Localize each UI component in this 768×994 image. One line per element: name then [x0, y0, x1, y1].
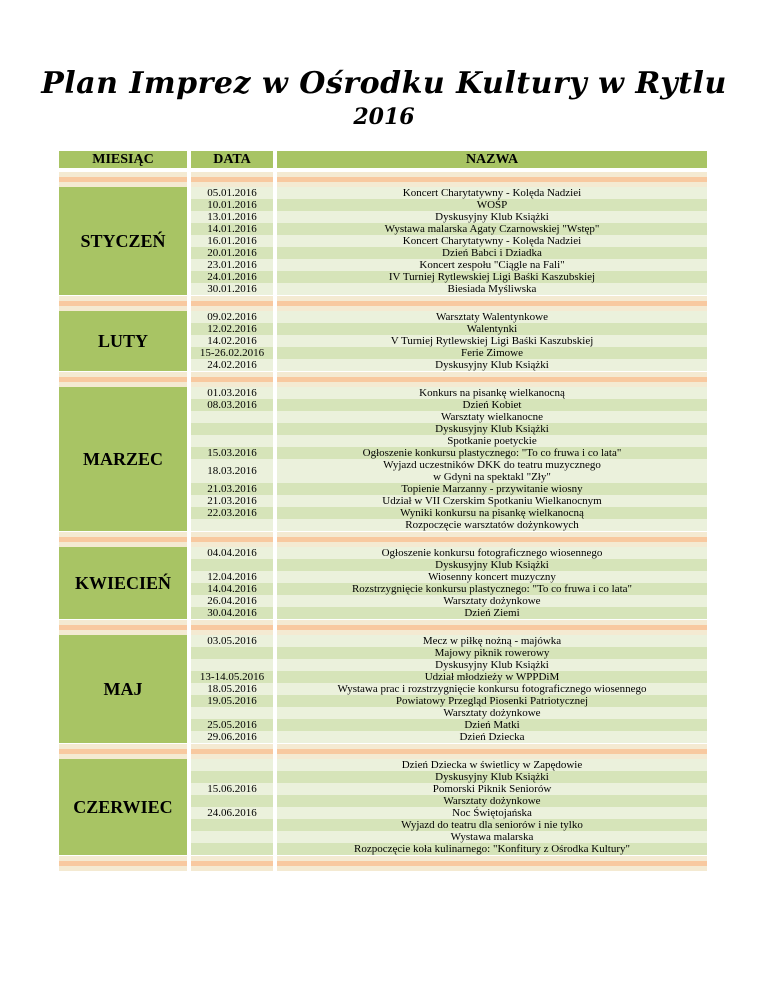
event-name: Pomorski Piknik Seniorów: [277, 783, 707, 795]
event-name: V Turniej Rytlewskiej Ligi Baśki Kaszubskiej: [277, 335, 707, 347]
event-date: 13-14.05.2016: [191, 671, 273, 683]
event-date: [191, 759, 273, 771]
event-name: Dyskusyjny Klub Książki: [277, 659, 707, 671]
event-date: 01.03.2016: [191, 387, 273, 399]
event-name: Koncert Charytatywny - Kolęda Nadziei: [277, 235, 707, 247]
event-name: WOŚP: [277, 199, 707, 211]
event-name: Warsztaty Walentynkowe: [277, 311, 707, 323]
month-label: MAJ: [59, 635, 187, 743]
event-date: 03.05.2016: [191, 635, 273, 647]
event-name: Ogłoszenie konkursu plastycznego: "To co fruwa i co lata": [277, 447, 707, 459]
event-name: Dyskusyjny Klub Książki: [277, 771, 707, 783]
event-date: 09.02.2016: [191, 311, 273, 323]
event-date: [191, 819, 273, 831]
event-name: Dzień Kobiet: [277, 399, 707, 411]
event-name: Walentynki: [277, 323, 707, 335]
event-date: 19.05.2016: [191, 695, 273, 707]
separator-band: [59, 866, 187, 871]
event-date: [191, 519, 273, 531]
event-date: 15-26.02.2016: [191, 347, 273, 359]
event-date: 21.03.2016: [191, 495, 273, 507]
event-date: 24.01.2016: [191, 271, 273, 283]
event-name: Wiosenny koncert muzyczny: [277, 571, 707, 583]
event-name: Dyskusyjny Klub Książki: [277, 559, 707, 571]
event-name: Spotkanie poetyckie: [277, 435, 707, 447]
event-date: 30.01.2016: [191, 283, 273, 295]
header-month: MIESIĄC: [59, 151, 187, 168]
event-date: 08.03.2016: [191, 399, 273, 411]
event-name: Rozpoczęcie koła kulinarnego: "Konfitury z Ośrodka Kultury": [277, 843, 707, 855]
event-name: Warsztaty dożynkowe: [277, 795, 707, 807]
event-name: Koncert zespołu "Ciągle na Fali": [277, 259, 707, 271]
event-name: Warsztaty dożynkowe: [277, 707, 707, 719]
separator-band: [277, 866, 707, 871]
event-date: [191, 659, 273, 671]
event-date: [191, 435, 273, 447]
event-name: Dzień Ziemi: [277, 607, 707, 619]
event-date: 05.01.2016: [191, 187, 273, 199]
event-name: Warsztaty wielkanocne: [277, 411, 707, 423]
event-date: [191, 559, 273, 571]
month-label: STYCZEŃ: [59, 187, 187, 295]
event-name: Udział młodzieży w WPPDiM: [277, 671, 707, 683]
event-date: [191, 423, 273, 435]
month-label: KWIECIEŃ: [59, 547, 187, 619]
event-date: 25.05.2016: [191, 719, 273, 731]
event-name: Dyskusyjny Klub Książki: [277, 423, 707, 435]
event-date: [191, 843, 273, 855]
event-date: 23.01.2016: [191, 259, 273, 271]
event-date: [191, 771, 273, 783]
page-title: Plan Imprez w Ośrodku Kultury w Rytlu: [41, 66, 727, 101]
event-date: 24.06.2016: [191, 807, 273, 819]
month-label: MARZEC: [59, 387, 187, 531]
event-name: Ogłoszenie konkursu fotograficznego wiosennego: [277, 547, 707, 559]
page-year: 2016: [353, 104, 415, 130]
event-date: 15.06.2016: [191, 783, 273, 795]
event-name: IV Turniej Rytlewskiej Ligi Baśki Kaszubskiej: [277, 271, 707, 283]
event-name: Udział w VII Czerskim Spotkaniu Wielkanocnym: [277, 495, 707, 507]
header-date: DATA: [191, 151, 273, 168]
event-date: 30.04.2016: [191, 607, 273, 619]
event-date: 04.04.2016: [191, 547, 273, 559]
event-date: 20.01.2016: [191, 247, 273, 259]
event-name: Wyniki konkursu na pisankę wielkanocną: [277, 507, 707, 519]
event-name: Koncert Charytatywny - Kolęda Nadziei: [277, 187, 707, 199]
event-date: 15.03.2016: [191, 447, 273, 459]
event-date: 14.02.2016: [191, 335, 273, 347]
event-name: Noc Świętojańska: [277, 807, 707, 819]
event-date: 12.04.2016: [191, 571, 273, 583]
event-date: [191, 707, 273, 719]
event-date: 21.03.2016: [191, 483, 273, 495]
event-date: 24.02.2016: [191, 359, 273, 371]
event-name: Dzień Babci i Dziadka: [277, 247, 707, 259]
event-name: Konkurs na pisankę wielkanocną: [277, 387, 707, 399]
event-name: Dzień Dziecka w świetlicy w Zapędowie: [277, 759, 707, 771]
event-name: Rozpoczęcie warsztatów dożynkowych: [277, 519, 707, 531]
event-date: 26.04.2016: [191, 595, 273, 607]
event-name: Dyskusyjny Klub Książki: [277, 211, 707, 223]
separator-band: [191, 866, 273, 871]
event-date: 14.01.2016: [191, 223, 273, 235]
event-date: 10.01.2016: [191, 199, 273, 211]
event-date: [191, 647, 273, 659]
month-label: LUTY: [59, 311, 187, 371]
event-name: Wystawa malarska: [277, 831, 707, 843]
event-date: 18.05.2016: [191, 683, 273, 695]
event-date: [191, 411, 273, 423]
event-date: 16.01.2016: [191, 235, 273, 247]
event-date: 12.02.2016: [191, 323, 273, 335]
event-date: 22.03.2016: [191, 507, 273, 519]
event-name: Wystawa malarska Agaty Czarnowskiej "Wstęp": [277, 223, 707, 235]
event-name: Majowy piknik rowerowy: [277, 647, 707, 659]
event-name: Ferie Zimowe: [277, 347, 707, 359]
event-name: Wyjazd do teatru dla seniorów i nie tylko: [277, 819, 707, 831]
event-name: Dzień Dziecka: [277, 731, 707, 743]
event-name: Wyjazd uczestników DKK do teatru muzycznego w Gdyni na spektakl "Zły": [277, 459, 707, 483]
event-date: 29.06.2016: [191, 731, 273, 743]
event-name: Warsztaty dożynkowe: [277, 595, 707, 607]
event-name: Topienie Marzanny - przywitanie wiosny: [277, 483, 707, 495]
header-name: NAZWA: [277, 151, 707, 168]
event-name: Wystawa prac i rozstrzygnięcie konkursu fotograficznego wiosennego: [277, 683, 707, 695]
event-date: 14.04.2016: [191, 583, 273, 595]
event-date: [191, 795, 273, 807]
event-name: Dyskusyjny Klub Książki: [277, 359, 707, 371]
event-name: Dzień Matki: [277, 719, 707, 731]
event-date: 18.03.2016: [191, 459, 273, 483]
month-label: CZERWIEC: [59, 759, 187, 855]
event-name: Rozstrzygnięcie konkursu plastycznego: "To co fruwa i co lata": [277, 583, 707, 595]
event-name: Biesiada Myśliwska: [277, 283, 707, 295]
event-name: Powiatowy Przegląd Piosenki Patriotycznej: [277, 695, 707, 707]
event-name: Mecz w piłkę nożną - majówka: [277, 635, 707, 647]
event-date: 13.01.2016: [191, 211, 273, 223]
event-date: [191, 831, 273, 843]
